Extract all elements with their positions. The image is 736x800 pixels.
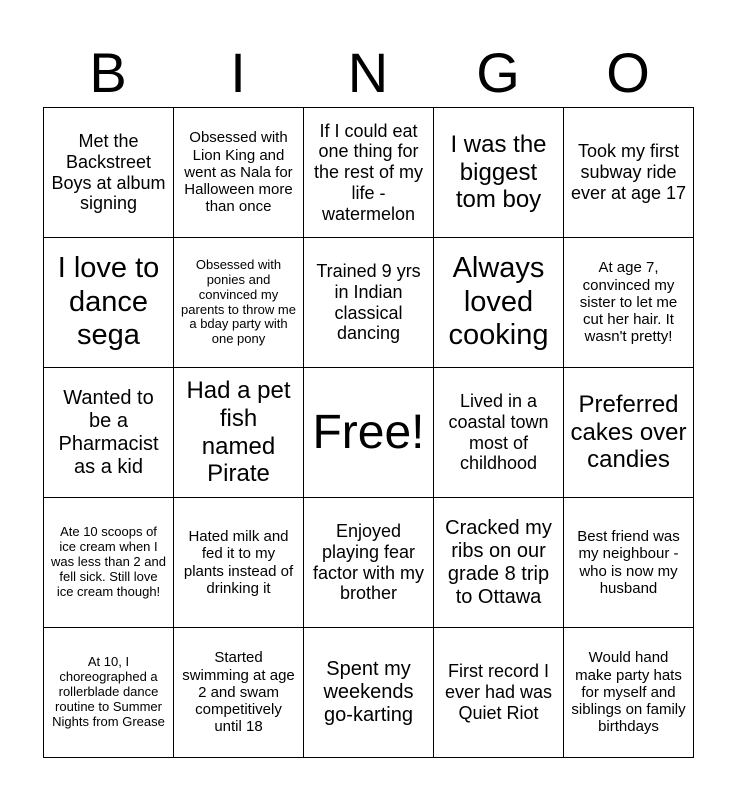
bingo-card: [43, 107, 694, 758]
header-letter-n: N: [347, 41, 389, 104]
bingo-row: [44, 368, 694, 498]
bingo-cell[interactable]: Cracked my ribs on our grade 8 trip to Ottawa: [434, 498, 564, 628]
bingo-cell[interactable]: Started swimming at age 2 and swam competitively until 18: [174, 628, 304, 758]
bingo-cell[interactable]: Best friend was my neighbour - who is now my husband: [564, 498, 694, 628]
bingo-cell[interactable]: Obsessed with ponies and convinced my parents to throw me a bday party with one pony: [174, 238, 304, 368]
bingo-header: [43, 40, 693, 106]
bingo-row: [44, 238, 694, 368]
bingo-cell[interactable]: Ate 10 scoops of ice cream when I was less than 2 and fell sick. Still love ice cream though!: [44, 498, 174, 628]
bingo-cell[interactable]: Preferred cakes over candies: [564, 368, 694, 498]
bingo-row: [44, 498, 694, 628]
bingo-cell[interactable]: Hated milk and fed it to my plants instead of drinking it: [174, 498, 304, 628]
bingo-cell[interactable]: Met the Backstreet Boys at album signing: [44, 108, 174, 238]
bingo-cell[interactable]: Would hand make party hats for myself and siblings on family birthdays: [564, 628, 694, 758]
bingo-cell[interactable]: At 10, I choreographed a rollerblade dance routine to Summer Nights from Grease: [44, 628, 174, 758]
bingo-cell[interactable]: Took my first subway ride ever at age 17: [564, 108, 694, 238]
bingo-cell[interactable]: If I could eat one thing for the rest of my life - watermelon: [304, 108, 434, 238]
header-letter-i: I: [230, 41, 246, 104]
free-space-cell[interactable]: Free!: [304, 368, 434, 498]
header-letter-o: O: [606, 41, 650, 104]
bingo-cell[interactable]: Wanted to be a Pharmacist as a kid: [44, 368, 174, 498]
bingo-cell[interactable]: Obsessed with Lion King and went as Nala for Halloween more than once: [174, 108, 304, 238]
bingo-cell[interactable]: I was the biggest tom boy: [434, 108, 564, 238]
header-letter-b: B: [89, 41, 127, 104]
bingo-cell[interactable]: I love to dance sega: [44, 238, 174, 368]
bingo-row: [44, 628, 694, 758]
header-letter-g: G: [476, 41, 520, 104]
bingo-cell[interactable]: Had a pet fish named Pirate: [174, 368, 304, 498]
bingo-cell[interactable]: Spent my weekends go-karting: [304, 628, 434, 758]
bingo-cell[interactable]: First record I ever had was Quiet Riot: [434, 628, 564, 758]
bingo-cell[interactable]: Lived in a coastal town most of childhood: [434, 368, 564, 498]
bingo-cell[interactable]: Enjoyed playing fear factor with my brother: [304, 498, 434, 628]
bingo-cell[interactable]: Trained 9 yrs in Indian classical dancing: [304, 238, 434, 368]
bingo-cell[interactable]: At age 7, convinced my sister to let me cut her hair. It wasn't pretty!: [564, 238, 694, 368]
bingo-row: [44, 108, 694, 238]
bingo-cell[interactable]: Always loved cooking: [434, 238, 564, 368]
